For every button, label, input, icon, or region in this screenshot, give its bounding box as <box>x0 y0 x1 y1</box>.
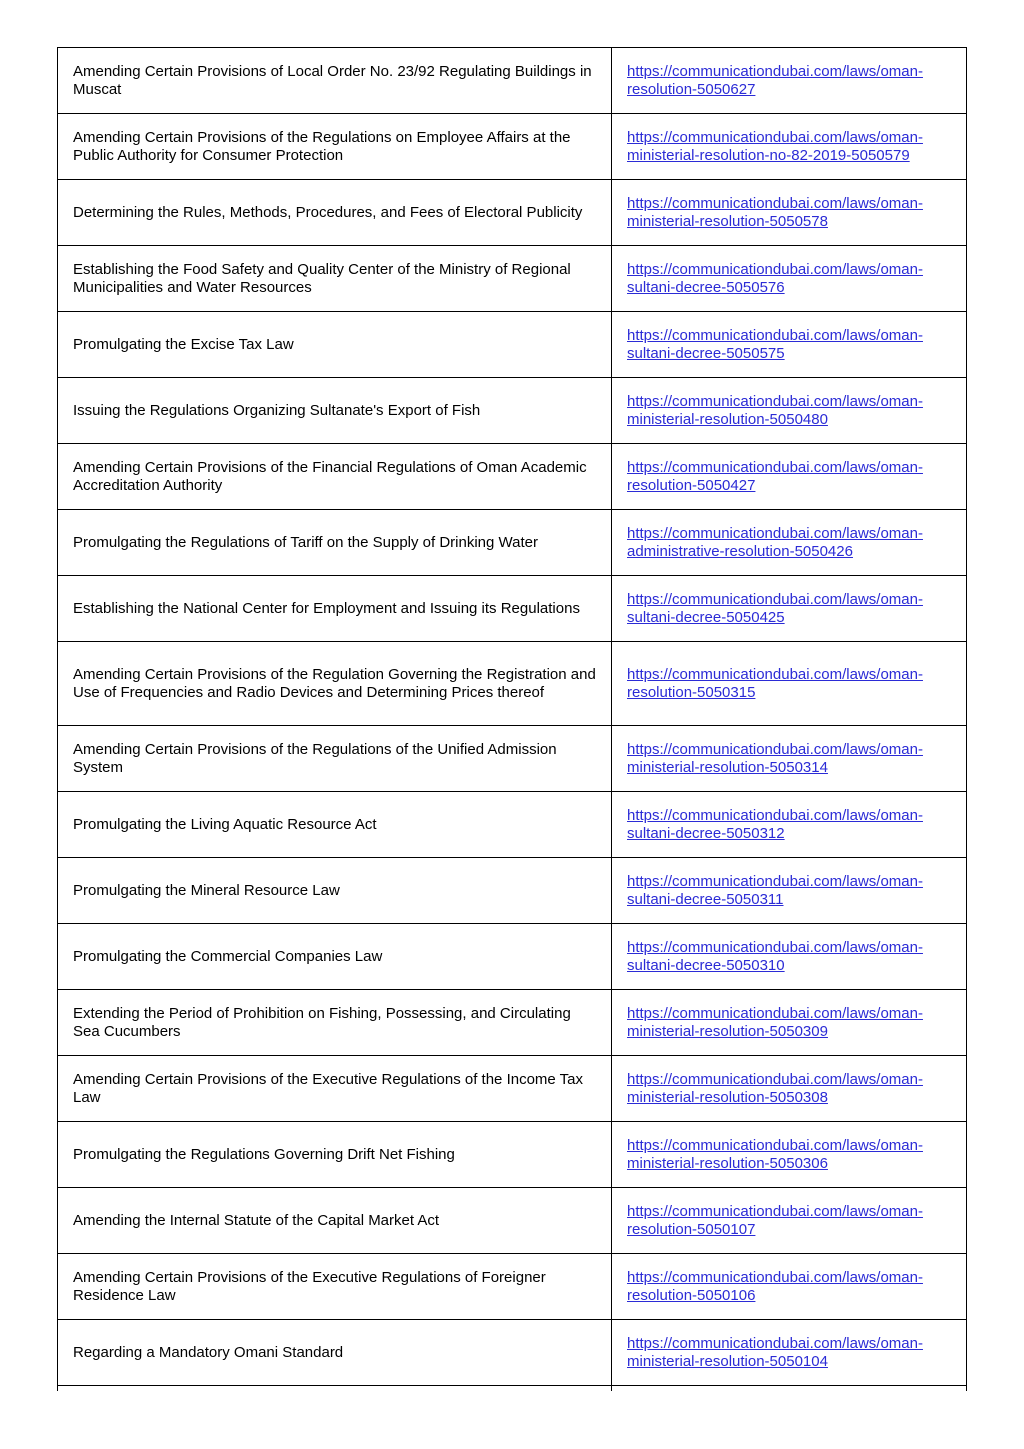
law-title-cell <box>58 114 612 180</box>
law-link[interactable] <box>627 807 956 843</box>
law-link-cell <box>612 510 967 576</box>
law-link-line2: sultani-decree-5050311 <box>627 890 784 908</box>
law-link-line1: https://communicationdubai.com/laws/oman- <box>627 392 923 410</box>
law-title-cell <box>58 1320 612 1386</box>
law-title: Regarding a Mandatory Omani Standard <box>73 1343 344 1361</box>
law-title: Promulgating the Commercial Companies Law <box>73 947 383 965</box>
law-link-line1: https://communicationdubai.com/laws/oman- <box>627 128 923 146</box>
table-row <box>58 924 967 990</box>
law-link-line1: https://communicationdubai.com/laws/oman- <box>627 1136 923 1154</box>
law-title: Amending Certain Provisions of Local Order No. 23/92 Regulating Buildings in Muscat <box>73 62 592 98</box>
law-link-cell <box>612 726 967 792</box>
law-link-line1: https://communicationdubai.com/laws/oman- <box>627 1070 923 1088</box>
law-link-line1: https://communicationdubai.com/laws/oman- <box>627 524 923 542</box>
law-title: Extending the Period of Prohibition on Fishing, Possessing, and Circulating Sea Cucumbers <box>73 1004 571 1040</box>
law-link-line1: https://communicationdubai.com/laws/oman- <box>627 62 923 80</box>
law-title-cell <box>58 510 612 576</box>
law-link-line2: ministerial-resolution-5050578 <box>627 212 828 230</box>
law-link[interactable] <box>627 939 956 975</box>
law-link-line2: ministerial-resolution-5050104 <box>627 1352 828 1370</box>
law-title: Promulgating the Mineral Resource Law <box>73 881 340 899</box>
table-row <box>58 1254 967 1320</box>
law-link-cell <box>612 858 967 924</box>
law-link[interactable] <box>627 1071 956 1107</box>
law-link[interactable] <box>627 459 956 495</box>
laws-table-body <box>58 48 967 1391</box>
law-title-cell <box>58 312 612 378</box>
law-link-cell <box>612 1320 967 1386</box>
law-link-cell <box>612 378 967 444</box>
law-link-line2: sultani-decree-5050576 <box>627 278 785 296</box>
table-row <box>58 858 967 924</box>
table-row <box>58 180 967 246</box>
law-link[interactable] <box>627 327 956 363</box>
law-title: Establishing the National Center for Employment and Issuing its Regulations <box>73 599 580 617</box>
law-link-cell <box>612 1122 967 1188</box>
table-row <box>58 990 967 1056</box>
law-link[interactable] <box>627 591 956 627</box>
law-link-line2: ministerial-resolution-5050480 <box>627 410 828 428</box>
law-link-cell <box>612 924 967 990</box>
law-title: Promulgating the Regulations of Tariff on the Supply of Drinking Water <box>73 533 538 551</box>
law-link[interactable] <box>627 195 956 231</box>
law-title-cell <box>58 48 612 114</box>
law-link-cell <box>612 444 967 510</box>
law-title: Amending Certain Provisions of the Financial Regulations of Oman Academic Accreditation Authority <box>73 458 587 494</box>
law-link-cell <box>612 246 967 312</box>
law-title: Establishing the Food Safety and Quality Center of the Ministry of Regional Municipalities and Water Resources <box>73 260 571 296</box>
law-link-line2: sultani-decree-5050575 <box>627 344 785 362</box>
law-link-line2: resolution-5050315 <box>627 683 756 701</box>
law-link-line1: https://communicationdubai.com/laws/oman- <box>627 194 923 212</box>
law-link[interactable] <box>627 393 956 429</box>
law-title: Amending Certain Provisions of the Regulations of the Unified Admission System <box>73 740 557 776</box>
law-link-cell <box>612 1056 967 1122</box>
law-link-line1: https://communicationdubai.com/laws/oman- <box>627 1334 923 1352</box>
law-title: Amending Certain Provisions of the Executive Regulations of Foreigner Residence Law <box>73 1268 546 1304</box>
law-link-line2: ministerial-resolution-5050309 <box>627 1022 828 1040</box>
table-row <box>58 510 967 576</box>
law-link-line1: https://communicationdubai.com/laws/oman- <box>627 458 923 476</box>
law-link-cell <box>612 114 967 180</box>
law-link-cell <box>612 312 967 378</box>
law-link[interactable] <box>627 129 956 165</box>
law-link[interactable] <box>627 261 956 297</box>
table-row <box>58 1056 967 1122</box>
law-title-cell <box>58 1188 612 1254</box>
law-title: Issuing the Regulations Organizing Sultanate's Export of Fish <box>73 401 481 419</box>
law-link[interactable] <box>627 741 956 777</box>
law-title: Promulgating the Excise Tax Law <box>73 335 294 353</box>
law-title-cell <box>58 858 612 924</box>
law-link-line2: resolution-5050427 <box>627 476 756 494</box>
law-link[interactable] <box>627 525 956 561</box>
law-link-line1: https://communicationdubai.com/laws/oman- <box>627 590 923 608</box>
law-link[interactable] <box>627 1137 956 1173</box>
law-link-line1: https://communicationdubai.com/laws/oman- <box>627 326 923 344</box>
law-link-line2: sultani-decree-5050310 <box>627 956 785 974</box>
law-link-line1: https://communicationdubai.com/laws/oman- <box>627 1004 923 1022</box>
law-title-cell <box>58 1056 612 1122</box>
law-title: Promulgating the Regulations Governing Drift Net Fishing <box>73 1145 455 1163</box>
law-link-cell <box>612 642 967 726</box>
law-link-line2: resolution-5050106 <box>627 1286 756 1304</box>
law-title: Amending the Internal Statute of the Capital Market Act <box>73 1211 440 1229</box>
law-link-cell <box>612 792 967 858</box>
law-title-cell <box>58 642 612 726</box>
law-link-line2: sultani-decree-5050312 <box>627 824 785 842</box>
laws-table <box>57 47 967 1391</box>
table-row <box>58 576 967 642</box>
law-title-cell <box>58 726 612 792</box>
law-title-cell <box>58 378 612 444</box>
law-link-cell <box>612 1386 967 1391</box>
table-row <box>58 444 967 510</box>
law-link[interactable] <box>627 1203 956 1239</box>
table-row <box>58 246 967 312</box>
law-link-line1: https://communicationdubai.com/laws/oman- <box>627 1268 923 1286</box>
table-row-continued <box>58 1386 967 1391</box>
law-link-line2: ministerial-resolution-5050306 <box>627 1154 828 1172</box>
law-title: Amending Certain Provisions of the Regulation Governing the Registration and Use of Frequencies and Radio Devices and Determining Prices thereof <box>73 665 596 701</box>
law-title: Determining the Rules, Methods, Procedures, and Fees of Electoral Publicity <box>73 203 583 221</box>
table-row <box>58 1188 967 1254</box>
law-link-cell <box>612 48 967 114</box>
table-row <box>58 114 967 180</box>
law-title-cell <box>58 444 612 510</box>
law-link-line2: ministerial-resolution-no-82-2019-5050579 <box>627 146 910 164</box>
law-link-line1: https://communicationdubai.com/laws/oman- <box>627 938 923 956</box>
table-row <box>58 642 967 726</box>
law-link-line2: resolution-5050107 <box>627 1220 756 1238</box>
law-link[interactable] <box>627 63 956 99</box>
law-link-cell <box>612 576 967 642</box>
law-title-cell <box>58 1386 612 1391</box>
law-title-cell <box>58 180 612 246</box>
law-title-cell <box>58 576 612 642</box>
law-link-line2: sultani-decree-5050425 <box>627 608 785 626</box>
law-link-cell <box>612 1188 967 1254</box>
law-link-cell <box>612 1254 967 1320</box>
law-link-line2: ministerial-resolution-5050314 <box>627 758 828 776</box>
law-title: Amending Certain Provisions of the Executive Regulations of the Income Tax Law <box>73 1070 583 1106</box>
table-row <box>58 48 967 114</box>
law-link-line1: https://communicationdubai.com/laws/oman- <box>627 872 923 890</box>
law-link-line1: https://communicationdubai.com/laws/oman- <box>627 740 923 758</box>
table-row <box>58 792 967 858</box>
law-title: Promulgating the Living Aquatic Resource Act <box>73 815 377 833</box>
law-title-cell <box>58 792 612 858</box>
law-link-cell <box>612 180 967 246</box>
table-row <box>58 726 967 792</box>
law-title-cell <box>58 1122 612 1188</box>
law-title-cell <box>58 990 612 1056</box>
law-link-line1: https://communicationdubai.com/laws/oman- <box>627 806 923 824</box>
law-link[interactable] <box>627 873 956 909</box>
law-link[interactable] <box>627 666 956 702</box>
law-link[interactable] <box>627 1335 956 1371</box>
table-row <box>58 312 967 378</box>
law-title-cell <box>58 246 612 312</box>
law-link-line1: https://communicationdubai.com/laws/oman- <box>627 1202 923 1220</box>
law-link-line1: https://communicationdubai.com/laws/oman- <box>627 665 923 683</box>
law-link-line2: resolution-5050627 <box>627 80 756 98</box>
table-row <box>58 378 967 444</box>
law-link-line1: https://communicationdubai.com/laws/oman- <box>627 260 923 278</box>
law-title-cell <box>58 924 612 990</box>
law-link[interactable] <box>627 1269 956 1305</box>
law-title: Amending Certain Provisions of the Regulations on Employee Affairs at the Public Authority for Consumer Protection <box>73 128 571 164</box>
law-link-cell <box>612 990 967 1056</box>
table-row <box>58 1320 967 1386</box>
law-link-line2: administrative-resolution-5050426 <box>627 542 853 560</box>
table-row <box>58 1122 967 1188</box>
law-title-cell <box>58 1254 612 1320</box>
law-link[interactable] <box>627 1005 956 1041</box>
law-link-line2: ministerial-resolution-5050308 <box>627 1088 828 1106</box>
